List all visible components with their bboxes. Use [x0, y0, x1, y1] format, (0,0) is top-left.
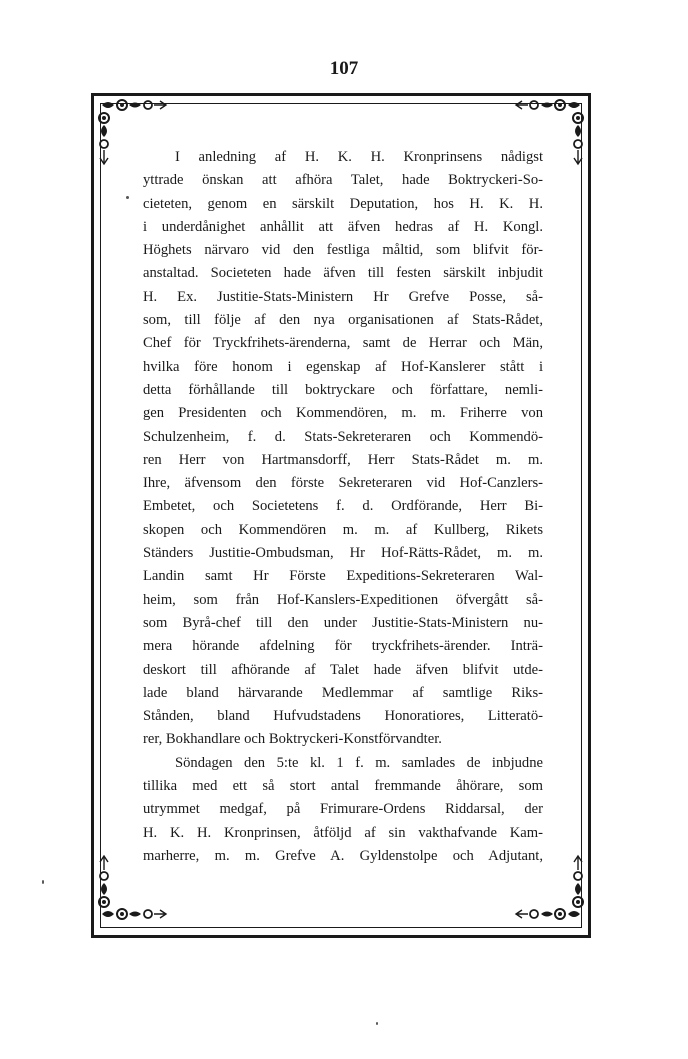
page-number: 107 [329, 58, 359, 79]
text-line: heim, som från Hof-Kanslers-Expeditionen öfvergått så- [143, 591, 543, 608]
text-line: deskort till afhörande af Talet hade äfven blifvit utde- [143, 661, 543, 678]
side-ornament-left-bottom-icon [97, 850, 111, 910]
text-line: marherre, m. m. Grefve A. Gyldenstolpe och Adjutant, [143, 847, 543, 864]
text-line: i underdånighet anhållit att äfven hedras af H. Kongl. [143, 218, 543, 235]
text-line: Embetet, och Societetens f. d. Ordförande, Herr Bi- [143, 498, 543, 515]
corner-ornament-bottom-right-icon [500, 907, 582, 921]
text-line: utrymmet medgaf, på Frimurare-Ordens Riddarsal, der [143, 801, 543, 818]
text-line: anstaltad. Societeten hade äfven till festen särskilt inbjudit [143, 265, 543, 282]
text-line: Söndagen den 5:te kl. 1 f. m. samlades de inbjudne [175, 754, 543, 771]
paper-speck [126, 196, 129, 199]
text-line: Chef för Tryckfrihets-ärenderna, samt de Herrar och Män, [143, 335, 543, 352]
text-line: ren Herr von Hartmansdorff, Herr Stats-Rådet m. m. [143, 451, 543, 468]
body-text [143, 146, 543, 868]
text-line: som, till följe af den nya organisationen af Stats-Rådet, [143, 312, 543, 329]
text-line: Ihre, äfvensom den förste Sekreteraren vid Hof-Canzlers- [143, 475, 543, 492]
text-line: detta förhållande till boktryckare och författare, nemli- [143, 381, 543, 398]
paper-speck [42, 880, 44, 884]
text-line: som Byrå-chef till den under Justitie-Stats-Ministern nu- [143, 614, 543, 631]
text-line: Schulzenheim, f. d. Stats-Sekreteraren och Kommendö- [143, 428, 543, 445]
text-line: cieteten, genom en särskilt Deputation, hos H. K. H. [143, 195, 543, 212]
paper-speck [376, 1022, 378, 1025]
text-line: Landin samt Hr Förste Expeditions-Sekreteraren Wal- [143, 568, 543, 585]
text-line: hvilka före honom i egenskap af Hof-Kanslerer stått i [143, 358, 543, 375]
side-ornament-right-bottom-icon [571, 850, 585, 910]
text-line: tillika med ett så stort antal fremmande åhörare, som [143, 778, 543, 795]
text-line: H. K. H. Kronprinsen, åtföljd af sin vakthafvande Kam- [143, 824, 543, 841]
text-line: gen Presidenten och Kommendören, m. m. Friherre von [143, 405, 543, 422]
corner-ornament-top-right-icon [500, 98, 582, 112]
text-line: skopen och Kommendören m. m. af Kullberg, Rikets [143, 521, 543, 538]
side-ornament-left-top-icon [97, 110, 111, 170]
corner-ornament-bottom-left-icon [100, 907, 182, 921]
text-line: rer, Bokhandlare och Boktryckeri-Konstförvandter. [143, 731, 442, 748]
text-line: I anledning af H. K. H. Kronprinsens nådigst [175, 149, 543, 165]
text-line: yttrade önskan att afhöra Talet, hade Boktryckeri-So- [143, 172, 543, 189]
text-line: lade bland härvarande Medlemmar af samtlige Riks- [143, 684, 543, 701]
text-line: H. Ex. Justitie-Stats-Ministern Hr Grefve Posse, så- [143, 288, 543, 305]
text-line: Höghets närvaro vid den festliga måltid, som blifvit för- [143, 242, 543, 259]
text-line: Ständers Justitie-Ombudsman, Hr Hof-Rätts-Rådet, m. m. [143, 545, 543, 562]
text-line: Stånden, bland Hufvudstadens Honoratiores, Litteratö- [143, 708, 543, 725]
side-ornament-right-top-icon [571, 110, 585, 170]
corner-ornament-top-left-icon [100, 98, 182, 112]
text-line: mera hörande afdelning för tryckfrihets-ärender. Inträ- [143, 638, 543, 655]
